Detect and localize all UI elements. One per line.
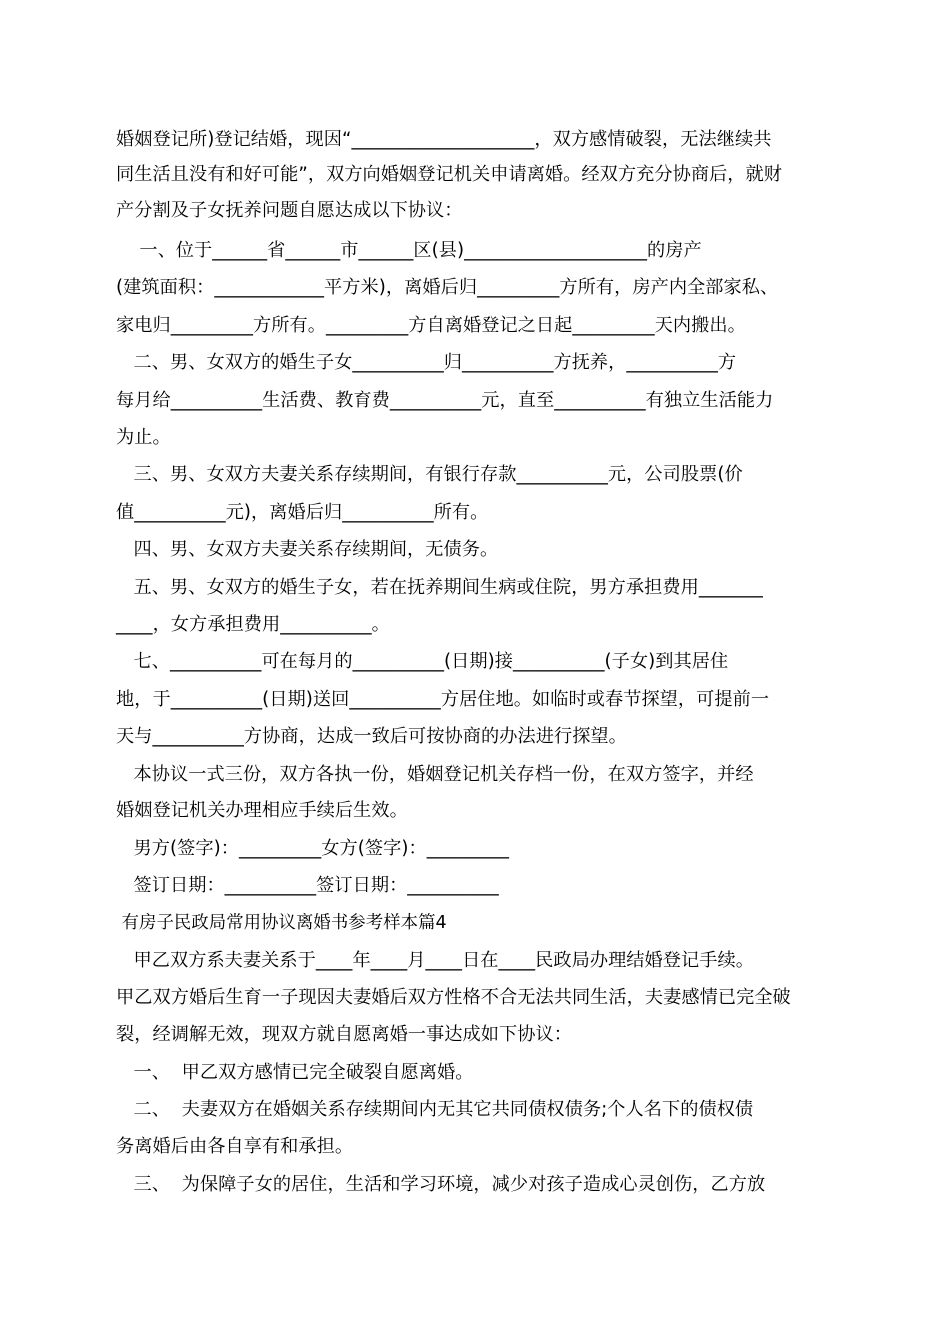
text-line: 七、__________可在每月的__________(日期)接__________(子女)到其居住	[116, 651, 729, 672]
text-line: 本协议一式三份，双方各执一份，婚姻登记机关存档一份，在双方签字，并经	[116, 764, 754, 785]
text-line: 为止。	[116, 427, 171, 448]
text-line: ____，女方承担费用__________。	[116, 614, 390, 635]
text-line: 三、男、女双方夫妻关系存续期间，有银行存款__________元，公司股票(价	[116, 464, 743, 485]
text-line: 值__________元)，离婚后归__________所有。	[116, 502, 489, 523]
text-line: 三、 为保障子女的居住，生活和学习环境，减少对孩子造成心灵创伤，乙方放	[116, 1174, 766, 1195]
text-line: 产分割及子女抚养问题自愿达成以下协议：	[116, 200, 463, 221]
text-line: 婚姻登记机关办理相应手续后生效。	[116, 800, 408, 821]
text-line: 甲乙双方婚后生育一子现因夫妻婚后双方性格不合无法共同生活，夫妻感情已完全破	[116, 987, 791, 1008]
text-line: 同生活且没有和好可能”，双方向婚姻登记机关申请离婚。经双方充分协商后，就财	[116, 164, 783, 185]
text-line: 地，于__________(日期)送回__________方居住地。如临时或春节探望，可提前一	[116, 689, 770, 710]
text-line: 每月给__________生活费、教育费__________元，直至__________有独立生活能力	[116, 390, 774, 411]
text-line: 五、男、女双方的婚生子女，若在抚养期间生病或住院，男方承担费用_______	[116, 577, 763, 598]
signing-date-line: 签订日期：__________签订日期：__________	[116, 875, 499, 896]
text-line: 裂，经调解无效，现双方就自愿离婚一事达成如下协议：	[116, 1024, 572, 1045]
text-line: 务离婚后由各自享有和承担。	[116, 1136, 354, 1157]
text-line: 二、 夫妻双方在婚姻关系存续期间内无其它共同债权债务;个人名下的债权债	[116, 1099, 754, 1120]
text-line: 天与__________方协商，达成一致后可按协商的办法进行探望。	[116, 726, 627, 747]
text-line: 家电归_________方所有。_________方自离婚登记之日起_________天内搬出。	[116, 315, 746, 336]
text-line: 甲乙双方系夫妻关系于____年____月____日在____民政局办理结婚登记手续。	[116, 950, 754, 971]
text-line: (建筑面积：____________平方米)，离婚后归_________方所有，房产内全部家私、	[116, 277, 779, 298]
text-line: 婚姻登记所)登记结婚，现因“____________________，双方感情破裂，无法继续共	[116, 129, 772, 150]
text-line: 一、位于______省______市______区(县)____________________的房产	[116, 240, 702, 261]
text-line: 四、男、女双方夫妻关系存续期间，无债务。	[116, 539, 499, 560]
signature-line: 男方(签字)：_________女方(签字)：_________	[116, 838, 510, 859]
text-line: 二、男、女双方的婚生子女__________归__________方抚养，__________方	[116, 352, 737, 373]
text-line: 一、 甲乙双方感情已完全破裂自愿离婚。	[116, 1062, 474, 1083]
section-heading: 有房子民政局常用协议离婚书参考样本篇4	[116, 913, 447, 933]
